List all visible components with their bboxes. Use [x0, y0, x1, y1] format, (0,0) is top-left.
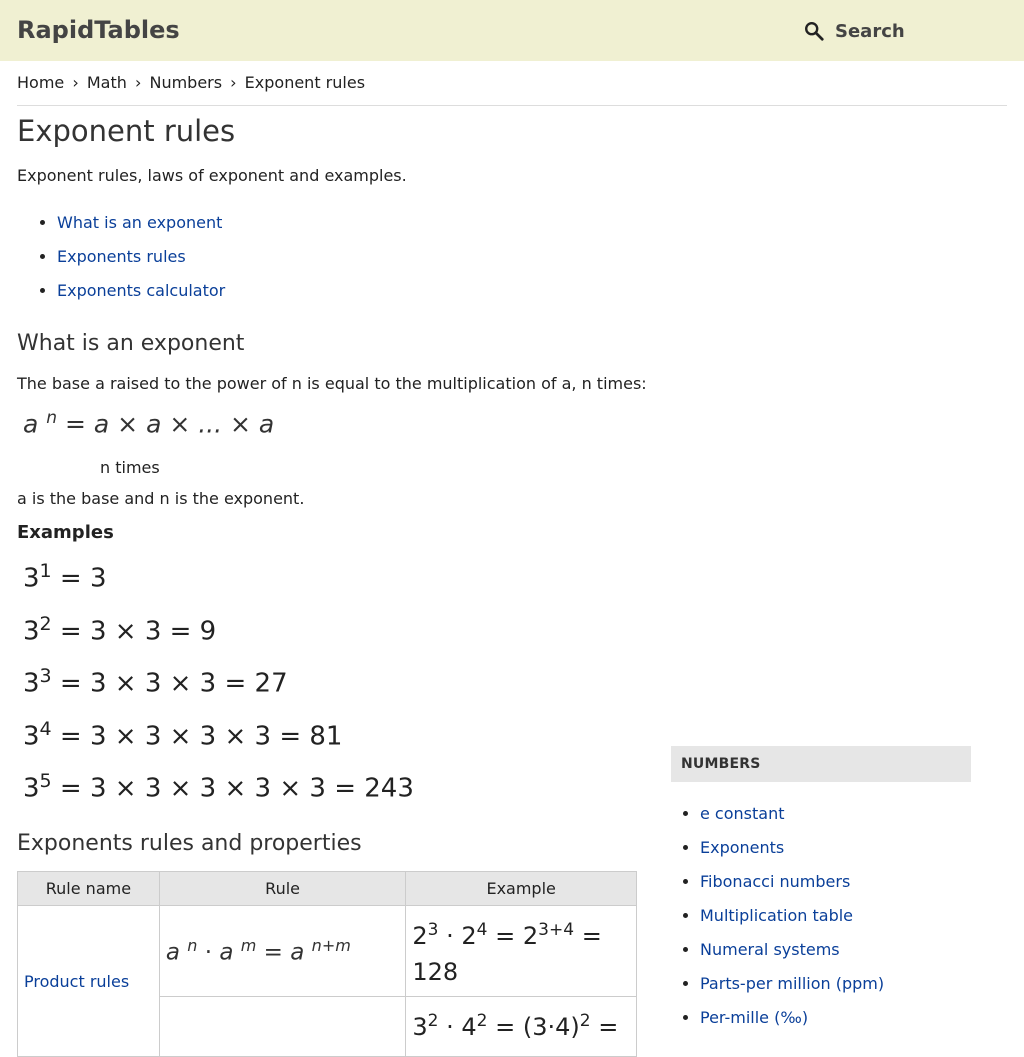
example-line — [23, 613, 216, 647]
example-power: 5 — [39, 770, 52, 792]
rules-table — [17, 871, 637, 1057]
example-operator: = — [598, 1013, 619, 1041]
exponent-note: a is the base and n is the exponent. — [17, 489, 305, 508]
exponent-formula — [23, 408, 274, 438]
breadcrumb-numbers[interactable]: Numbers — [149, 73, 223, 92]
exponent-description: The base a raised to the power of n is equal to the multiplication of a, n times: — [17, 374, 647, 393]
example-rhs: = 3 × 3 × 3 × 3 × 3 = 243 — [59, 773, 414, 804]
toc-item — [57, 245, 225, 279]
breadcrumb — [17, 73, 365, 92]
sidebar-link-e-constant[interactable]: e constant — [700, 804, 785, 823]
sidebar-link-numeral-systems[interactable]: Numeral systems — [700, 940, 840, 959]
rule-term: a — [165, 939, 180, 966]
toc-link-what-is-exponent[interactable]: What is an exponent — [57, 213, 223, 232]
site-header — [0, 0, 1024, 61]
example-power: 1 — [39, 560, 52, 582]
breadcrumb-math[interactable]: Math — [86, 73, 127, 92]
sidebar-link-per-mille[interactable]: Per-mille (‰) — [700, 1008, 809, 1027]
toc-item — [57, 211, 225, 245]
sidebar-link-fibonacci[interactable]: Fibonacci numbers — [700, 872, 851, 891]
example-rhs: = 3 × 3 × 3 = 27 — [59, 668, 288, 699]
rule-exponent: n — [187, 936, 198, 956]
example-line — [23, 770, 414, 804]
sidebar-link-exponents[interactable]: Exponents — [700, 838, 785, 857]
example-base: 3 — [23, 721, 40, 752]
example-power: 4 — [39, 718, 52, 740]
rule-cell — [159, 906, 406, 997]
site-logo[interactable]: RapidTables — [17, 16, 180, 44]
example-exponent: 3+4 — [538, 920, 575, 940]
example-base: 3 — [23, 773, 40, 804]
sidebar-links — [660, 802, 884, 1040]
formula-rhs: = a × a × ... × a — [65, 409, 275, 439]
example-exponent: 2 — [427, 1011, 439, 1031]
search-icon — [803, 20, 825, 42]
example-power: 3 — [39, 665, 52, 687]
breadcrumb-separator: › — [230, 73, 237, 92]
product-rules-link[interactable]: Product rules — [24, 971, 130, 991]
section-heading-what-is-exponent: What is an exponent — [17, 331, 245, 356]
example-term: 2 — [412, 922, 428, 950]
sidebar-link-multiplication-table[interactable]: Multiplication table — [700, 906, 854, 925]
example-line — [23, 665, 288, 699]
toc-link-exponents-calculator[interactable]: Exponents calculator — [57, 281, 226, 300]
n-times-label: n times — [100, 458, 160, 477]
sidebar-item — [700, 904, 884, 938]
examples-title: Examples — [17, 522, 114, 543]
example-exponent: 2 — [579, 1011, 591, 1031]
search-button[interactable] — [803, 18, 905, 44]
formula-power: n — [46, 408, 58, 428]
example-exponent: 3 — [427, 920, 439, 940]
toc-link-exponents-rules[interactable]: Exponents rules — [57, 247, 186, 266]
rule-operator: · — [204, 939, 213, 966]
example-term: 2 — [461, 922, 477, 950]
example-exponent: 4 — [476, 920, 488, 940]
example-operator: = — [495, 922, 516, 950]
sidebar-item — [700, 870, 884, 904]
example-rhs: = 3 — [59, 563, 107, 594]
section-heading-rules: Exponents rules and properties — [17, 831, 362, 856]
example-base: 3 — [23, 616, 40, 647]
table-header-row — [18, 872, 637, 906]
breadcrumb-current: Exponent rules — [244, 73, 366, 92]
example-base: 3 — [23, 668, 40, 699]
example-term: 3 — [412, 1013, 428, 1041]
rule-term: a — [219, 939, 234, 966]
example-line — [23, 718, 342, 752]
example-term: 2 — [522, 922, 539, 950]
sidebar-item — [700, 802, 884, 836]
example-line — [23, 560, 107, 594]
rule-exponent: n+m — [311, 936, 351, 956]
rule-operator: = — [263, 939, 283, 966]
formula-base: a — [23, 409, 39, 439]
table-row — [18, 906, 637, 997]
example-exponent: 2 — [476, 1011, 488, 1031]
page-intro: Exponent rules, laws of exponent and examples. — [17, 166, 407, 185]
example-operator: · — [446, 1013, 454, 1041]
table-of-contents — [17, 211, 225, 313]
sidebar-item — [700, 972, 884, 1006]
example-term: 4 — [461, 1013, 477, 1041]
breadcrumb-separator: › — [72, 73, 79, 92]
header-divider — [17, 105, 1007, 106]
column-header-example: Example — [406, 872, 637, 906]
breadcrumb-home[interactable]: Home — [17, 73, 65, 92]
sidebar-heading: NUMBERS — [671, 746, 971, 782]
sidebar-item — [700, 938, 884, 972]
column-header-rule-name: Rule name — [18, 872, 160, 906]
rule-cell — [159, 997, 406, 1057]
example-rhs: = 3 × 3 = 9 — [59, 616, 217, 647]
rule-name-cell — [18, 906, 160, 1057]
example-power: 2 — [39, 613, 52, 635]
example-rhs: = 3 × 3 × 3 × 3 = 81 — [59, 721, 343, 752]
example-operator: · — [446, 922, 454, 950]
example-result: = 128 — [412, 922, 602, 986]
search-label: Search — [835, 20, 905, 42]
toc-item — [57, 279, 225, 313]
column-header-rule: Rule — [159, 872, 406, 906]
example-base: 3 — [23, 563, 40, 594]
sidebar-item — [700, 1006, 884, 1040]
sidebar-link-ppm[interactable]: Parts-per million (ppm) — [700, 974, 885, 993]
example-cell — [406, 997, 637, 1057]
breadcrumb-separator: › — [134, 73, 142, 92]
rule-term: a — [290, 939, 305, 966]
rule-exponent: m — [240, 936, 257, 956]
page-title: Exponent rules — [17, 114, 236, 148]
example-operator: = (3·4) — [495, 1013, 580, 1041]
example-cell — [406, 906, 637, 997]
sidebar-item — [700, 836, 884, 870]
